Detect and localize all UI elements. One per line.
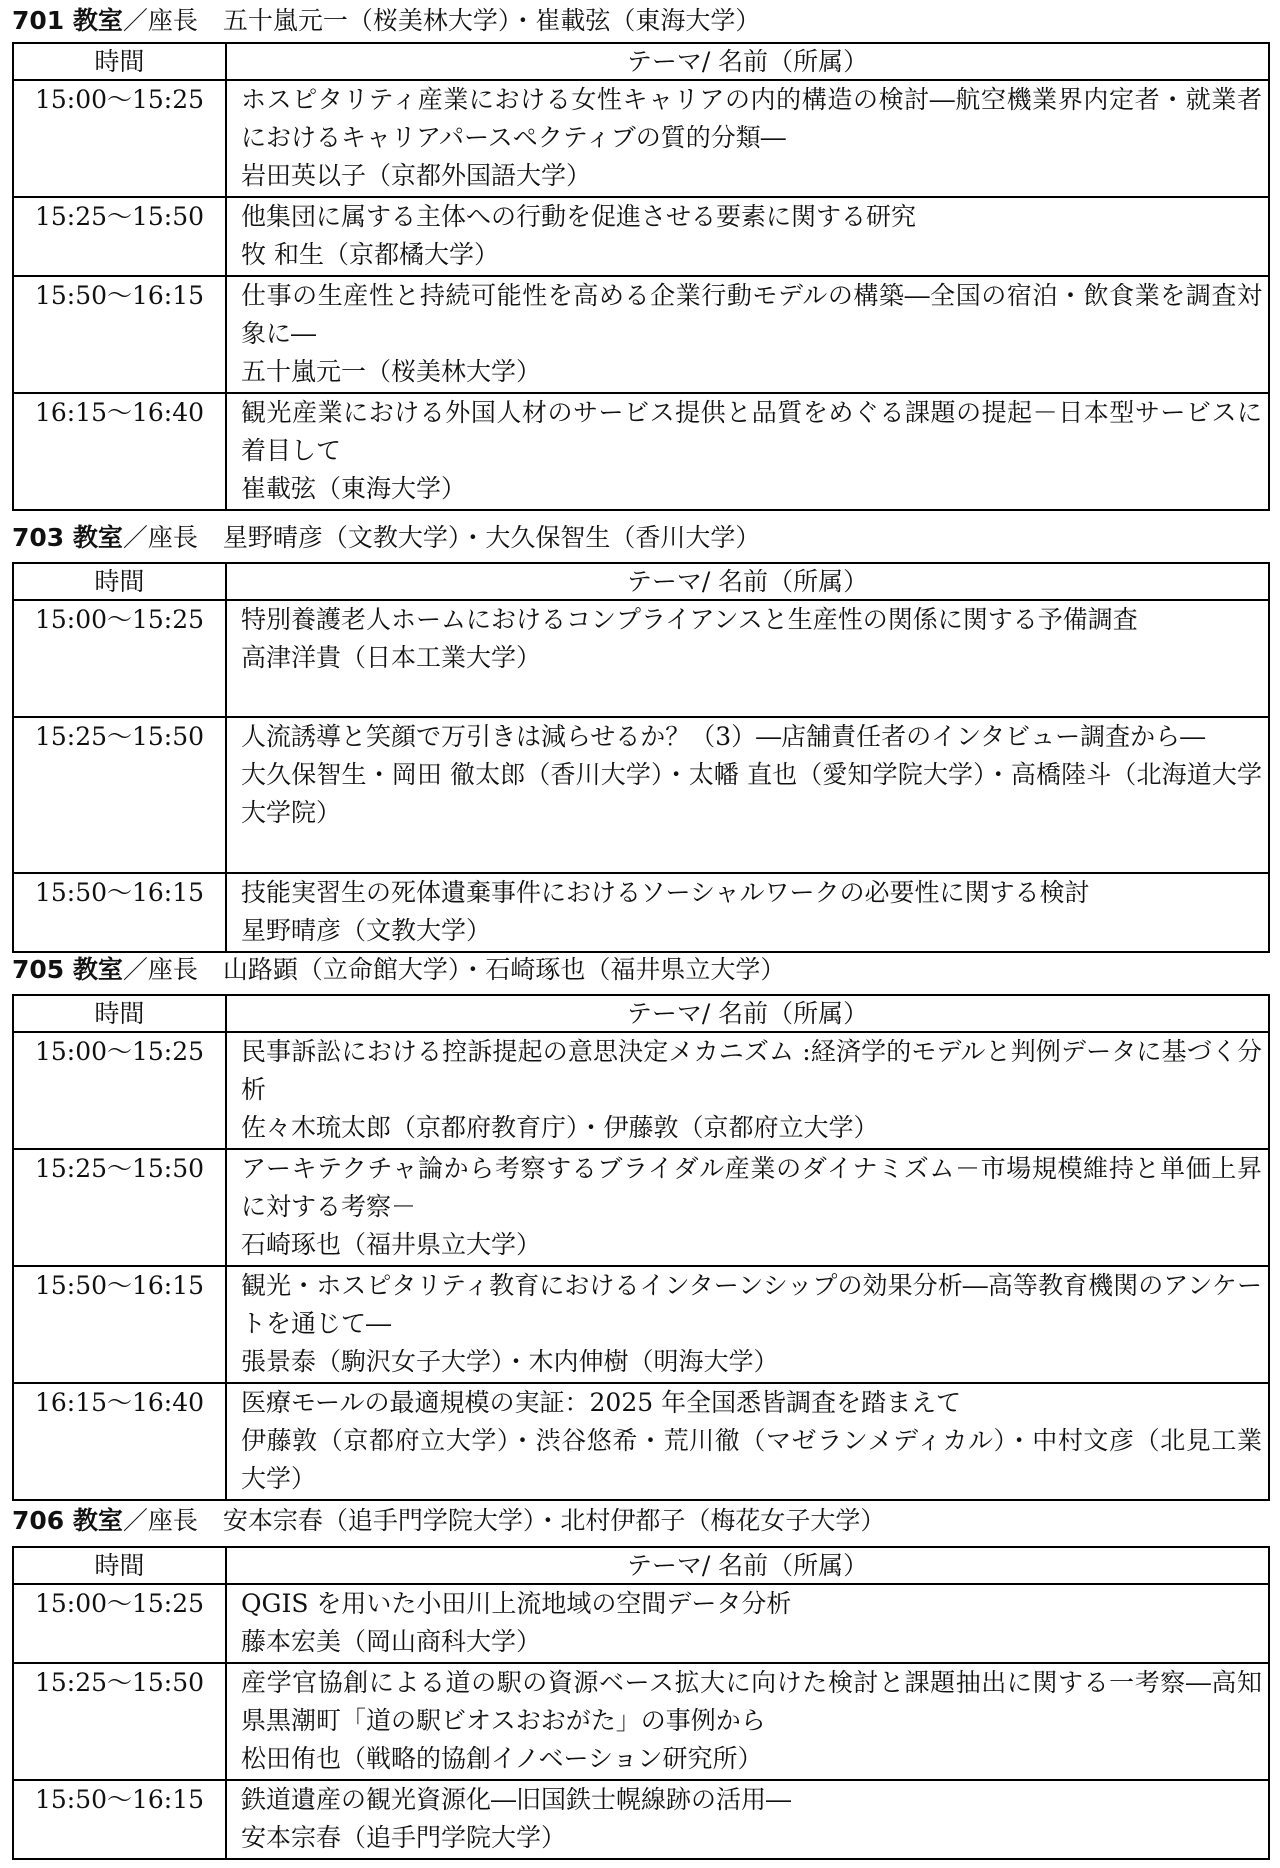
talk-cell [226,717,1269,873]
time-slot: 15:50〜16:15 [13,873,226,952]
talk-authors: 石崎琢也（福井県立大学） [241,1230,542,1259]
table-row [13,1780,1269,1859]
talk-cell [226,80,1269,197]
talk-cell [226,197,1269,276]
time-slot: 15:50〜16:15 [13,276,226,393]
session-table-701 [12,42,1270,511]
talk-cell [226,1383,1269,1500]
time-slot: 15:50〜16:15 [13,1266,226,1383]
talk-authors: 藤本宏美（岡山商科大学） [241,1627,542,1656]
chair-label: ／座長 [122,523,198,552]
talk-authors: 崔載弦（東海大学） [241,474,467,503]
time-header: 時間 [13,1547,226,1584]
table-row [13,1266,1269,1383]
talk-cell [226,1663,1269,1780]
talk-title: QGIS を用いた小田川上流地域の空間データ分析 [241,1589,792,1618]
talk-authors: 牧 和生（京都橘大学） [241,240,499,269]
session-table-703 [12,562,1270,953]
talk-title: 人流誘導と笑顔で万引きは減らせるか？（3）―店舗責任者のインタビュー調査から― [241,722,1206,751]
table-row [13,717,1269,873]
table-header-row [13,563,1269,600]
table-row [13,873,1269,952]
time-slot: 15:00〜15:25 [13,600,226,717]
talk-authors: 佐々木琉太郎（京都府教育庁）・伊藤敦（京都府立大学） [241,1113,879,1142]
chair-names: 山路顕（立命館大学）・石崎琢也（福井県立大学） [222,955,786,984]
session-heading-706 [12,1504,885,1537]
time-slot: 15:25〜15:50 [13,717,226,873]
talk-authors: 松田侑也（戦略的協創イノベーション研究所） [241,1744,763,1773]
session-table-706 [12,1546,1270,1860]
talk-title: 産学官協創による道の駅の資源ベース拡大に向けた検討と課題抽出に関する一考察―高知県黒潮町「道の駅ビオスおおがた」の事例から [241,1668,1262,1735]
table-row [13,276,1269,393]
room-number: 703 教室 [12,523,123,552]
table-row [13,393,1269,510]
time-slot: 15:00〜15:25 [13,1032,226,1149]
theme-header: テーマ/ 名前（所属） [226,563,1269,600]
talk-title: 鉄道遺産の観光資源化―旧国鉄士幌線跡の活用― [241,1785,792,1814]
talk-title: 民事訴訟における控訴提起の意思決定メカニズム :経済学的モデルと判例データに基づく分析 [241,1037,1262,1104]
talk-cell [226,600,1269,717]
table-header-row [13,995,1269,1032]
table-header-row [13,43,1269,80]
talk-authors: 伊藤敦（京都府立大学）・渋谷悠希・荒川徹（マゼランメディカル）・中村文彦（北見工業大学） [241,1426,1262,1493]
table-row [13,1663,1269,1780]
chair-names: 星野晴彦（文教大学）・大久保智生（香川大学） [222,523,761,552]
talk-authors: 岩田英以子（京都外国語大学） [241,161,592,190]
time-header: 時間 [13,995,226,1032]
talk-cell [226,1780,1269,1859]
talk-authors: 五十嵐元一（桜美林大学） [241,357,542,386]
talk-cell [226,1149,1269,1266]
talk-cell [226,393,1269,510]
room-number: 706 教室 [12,1506,123,1535]
session-table-705 [12,994,1270,1501]
talk-cell [226,276,1269,393]
time-slot: 15:25〜15:50 [13,1663,226,1780]
chair-label: ／座長 [122,1506,198,1535]
time-slot: 16:15〜16:40 [13,1383,226,1500]
table-row [13,1032,1269,1149]
time-header: 時間 [13,563,226,600]
chair-names: 安本宗春（追手門学院大学）・北村伊都子（梅花女子大学） [222,1506,886,1535]
talk-authors: 張景泰（駒沢女子大学）・木内伸樹（明海大学） [241,1347,779,1376]
table-row [13,1383,1269,1500]
talk-authors: 大久保智生・岡田 徹太郎（香川大学）・太幡 直也（愛知学院大学）・高橋陸斗（北海道大学大学院） [241,760,1262,827]
talk-cell [226,873,1269,952]
time-slot: 15:00〜15:25 [13,1584,226,1663]
talk-cell [226,1266,1269,1383]
table-row [13,600,1269,717]
talk-title: アーキテクチャ論から考察するブライダル産業のダイナミズム－市場規模維持と単価上昇に対する考察－ [241,1154,1262,1221]
session-heading-705 [12,953,785,986]
session-heading-703 [12,521,760,554]
time-slot: 16:15〜16:40 [13,393,226,510]
room-number: 701 教室 [12,6,123,35]
talk-title: 特別養護老人ホームにおけるコンプライアンスと生産性の関係に関する予備調査 [241,605,1138,634]
talk-title: 観光産業における外国人材のサービス提供と品質をめぐる課題の提起－日本型サービスに着目して [241,398,1262,465]
table-row [13,1584,1269,1663]
session-heading-701 [12,4,760,37]
theme-header: テーマ/ 名前（所属） [226,995,1269,1032]
talk-title: 技能実習生の死体遺棄事件におけるソーシャルワークの必要性に関する検討 [241,878,1090,907]
talk-authors: 安本宗春（追手門学院大学） [241,1823,567,1852]
time-slot: 15:00〜15:25 [13,80,226,197]
chair-label: ／座長 [122,6,198,35]
talk-cell [226,1584,1269,1663]
theme-header: テーマ/ 名前（所属） [226,43,1269,80]
talk-cell [226,1032,1269,1149]
talk-title: ホスピタリティ産業における女性キャリアの内的構造の検討―航空機業界内定者・就業者におけるキャリアパースペクティブの質的分類― [241,85,1262,152]
chair-names: 五十嵐元一（桜美林大学）・崔載弦（東海大学） [222,6,761,35]
time-slot: 15:25〜15:50 [13,197,226,276]
talk-title: 医療モールの最適規模の実証：2025 年全国悉皆調査を踏まえて [241,1388,962,1417]
talk-authors: 高津洋貴（日本工業大学） [241,643,542,672]
time-slot: 15:50〜16:15 [13,1780,226,1859]
time-slot: 15:25〜15:50 [13,1149,226,1266]
room-number: 705 教室 [12,955,123,984]
talk-authors: 星野晴彦（文教大学） [241,916,492,945]
table-header-row [13,1547,1269,1584]
chair-label: ／座長 [122,955,198,984]
table-row [13,80,1269,197]
talk-title: 仕事の生産性と持続可能性を高める企業行動モデルの構築―全国の宿泊・飲食業を調査対象に― [241,281,1262,348]
talk-title: 他集団に属する主体への行動を促進させる要素に関する研究 [241,202,917,231]
theme-header: テーマ/ 名前（所属） [226,1547,1269,1584]
table-row [13,197,1269,276]
talk-title: 観光・ホスピタリティ教育におけるインターンシップの効果分析―高等教育機関のアンケートを通じて― [241,1271,1262,1338]
time-header: 時間 [13,43,226,80]
table-row [13,1149,1269,1266]
